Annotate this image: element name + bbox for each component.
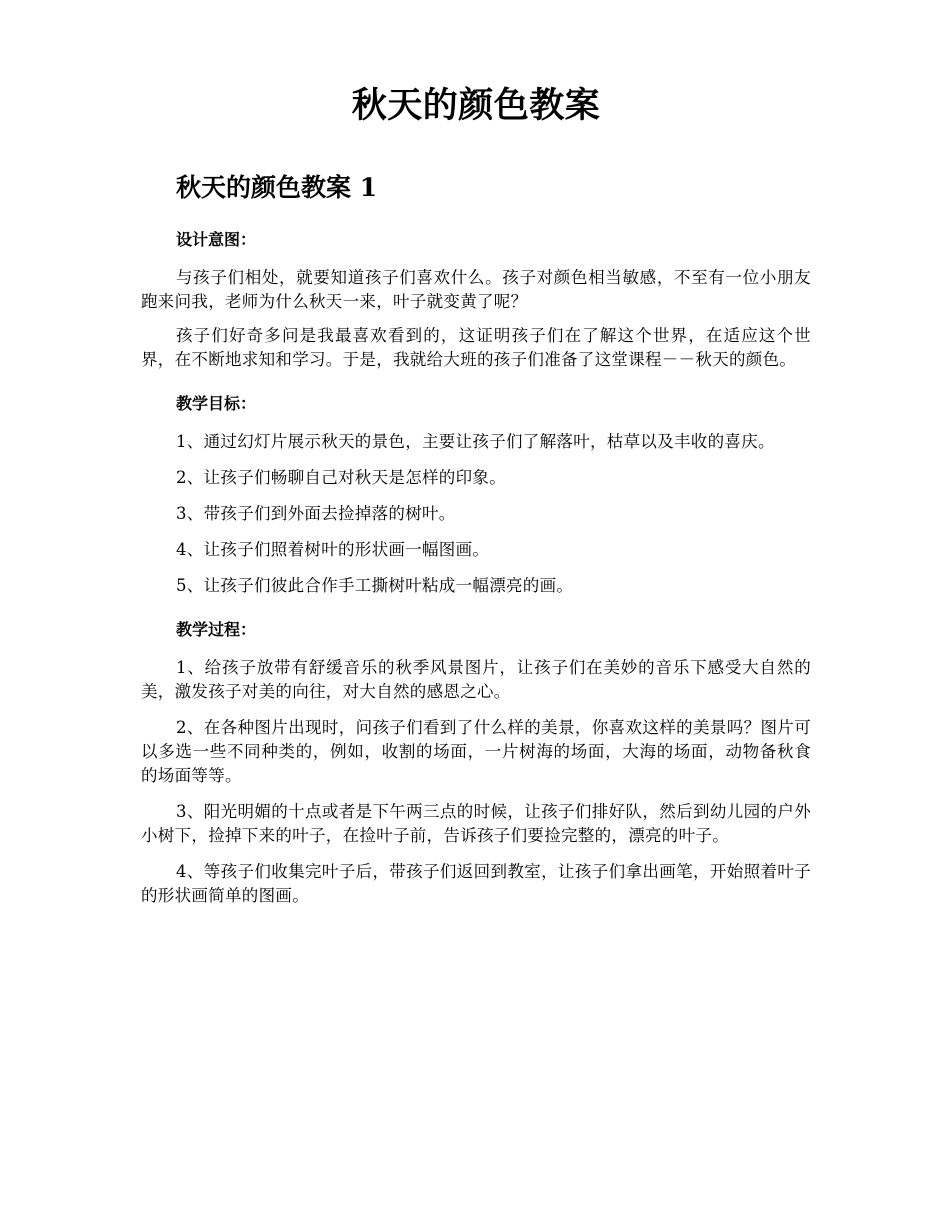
goal-item: 3、带孩子们到外面去捡掉落的树叶。 bbox=[176, 504, 456, 523]
design-intent-paragraph: 与孩子们相处，就要知道孩子们喜欢什么。孩子对颜色相当敏感，不至有一位小朋友跑来问我，老师为什么秋天一来，叶子就变黄了呢？ bbox=[141, 268, 811, 311]
process-step: 1、给孩子放带有舒缓音乐的秋季风景图片，让孩子们在美妙的音乐下感受大自然的美，激发孩子对美的向往，对大自然的感恩之心。 bbox=[141, 658, 811, 701]
section-title: 秋天的颜色教案 1 bbox=[176, 173, 378, 202]
design-intent-heading: 设计意图： bbox=[176, 230, 257, 249]
design-intent-paragraph: 孩子们好奇多问是我最喜欢看到的，这证明孩子们在了解这个世界，在适应这个世界，在不断地求知和学习。于是，我就给大班的孩子们准备了这堂课程－－秋天的颜色。 bbox=[141, 326, 811, 369]
teaching-goals-heading: 教学目标： bbox=[176, 394, 257, 413]
document-title: 秋天的颜色教案 bbox=[351, 85, 601, 126]
teaching-process-section bbox=[141, 618, 811, 908]
process-step: 2、在各种图片出现时，问孩子们看到了什么样的美景，你喜欢这样的美景吗？图片可以多选一些不同种类的，例如，收割的场面，一片树海的场面，大海的场面，动物备秋食的场面等等。 bbox=[141, 718, 811, 785]
teaching-process-heading: 教学过程： bbox=[176, 620, 257, 639]
process-step: 3、阳光明媚的十点或者是下午两三点的时候，让孩子们排好队，然后到幼儿园的户外小树下，捡掉下来的叶子，在捡叶子前，告诉孩子们要捡完整的，漂亮的叶子。 bbox=[141, 802, 811, 845]
document-page bbox=[141, 78, 811, 908]
goal-item: 5、让孩子们彼此合作手工撕树叶粘成一幅漂亮的画。 bbox=[176, 576, 574, 595]
goal-item: 2、让孩子们畅聊自己对秋天是怎样的印象。 bbox=[176, 468, 506, 487]
teaching-goals-section bbox=[141, 392, 811, 598]
design-intent-section bbox=[141, 228, 811, 372]
process-step: 4、等孩子们收集完叶子后，带孩子们返回到教室，让孩子们拿出画笔，开始照着叶子的形状画简单的图画。 bbox=[141, 862, 811, 905]
goal-item: 4、让孩子们照着树叶的形状画一幅图画。 bbox=[176, 540, 490, 559]
goal-item: 1、通过幻灯片展示秋天的景色，主要让孩子们了解落叶，枯草以及丰收的喜庆。 bbox=[176, 432, 775, 451]
